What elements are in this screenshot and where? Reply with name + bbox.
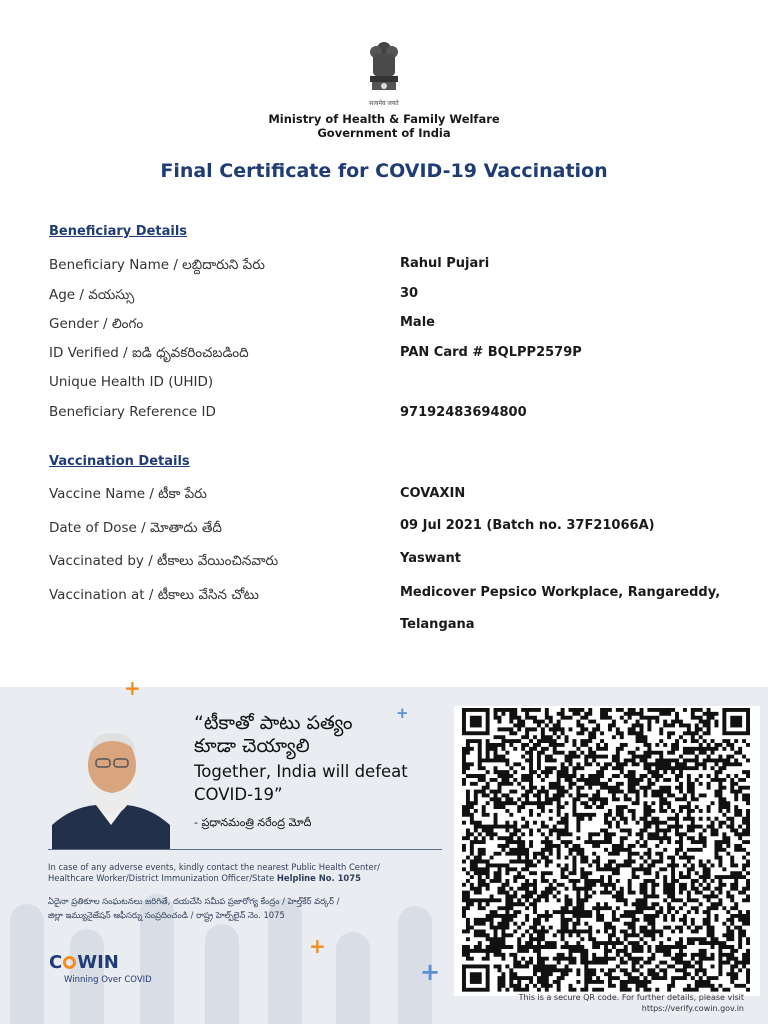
quote-english: [194, 760, 408, 806]
plus-icon: +: [309, 934, 326, 958]
quote-english-line: COVID-19”: [194, 785, 283, 804]
quote-telugu: [194, 712, 353, 758]
uhid-label: Unique Health ID (UHID): [49, 374, 214, 390]
vaccine-name-label: Vaccine Name / టీకా పేరు: [49, 486, 207, 502]
national-emblem-icon: [366, 40, 402, 106]
quote-attribution: - ప్రధానమంత్రి నరేంద్ర మోదీ: [194, 816, 312, 829]
vaccination-at-value: Medicover Pepsico Workplace, Rangareddy,: [400, 585, 721, 600]
helpline-line: జిల్లా ఇమ్యునైజేషన్ ఆఫీసర్ను సంప్రదించండి / రాష్ట్ర హెల్ప్‌లైన్ నెం. 1075: [48, 910, 285, 920]
certificate-title: Final Certificate for COVID-19 Vaccination: [160, 160, 608, 182]
ministry-name: Ministry of Health & Family Welfare: [268, 112, 500, 126]
date-of-dose-label: Date of Dose / మోతాదు తేదీ: [49, 520, 222, 536]
beneficiary-name-label: Beneficiary Name / లబ్దిదారుని పేరు: [49, 257, 265, 273]
crowd-silhouette: [10, 904, 44, 1024]
plus-icon: +: [124, 676, 141, 700]
id-verified-label: ID Verified / ఐడి ధృవకరించబడింది: [49, 345, 249, 361]
gender-value: Male: [400, 315, 435, 330]
vaccination-at-value-cont: Telangana: [400, 617, 475, 632]
vaccination-at-label: Vaccination at / టీకాలు వేసిన చోటు: [49, 587, 259, 603]
age-label: Age / వయస్సు: [49, 287, 135, 303]
plus-icon: +: [420, 958, 441, 986]
helpline-telugu: [48, 894, 448, 922]
vaccinated-by-label: Vaccinated by / టీకాలు వేయించినవారు: [49, 553, 279, 569]
date-of-dose-value: 09 Jul 2021 (Batch no. 37F21066A): [400, 518, 655, 533]
prime-minister-portrait: [52, 725, 170, 849]
quote-english-line: Together, India will defeat: [194, 762, 408, 781]
helpline-english: [48, 862, 448, 884]
helpline-line: ఏదైనా ప్రతికూల సంఘటనలు జరిగితే, దయచేసి సమీప ప్రజారోగ్య కేంద్రం / హెల్త్‌కేర్ వర్కర్ /: [48, 896, 340, 906]
age-value: 30: [400, 286, 419, 301]
helpline-line: In case of any adverse events, kindly contact the nearest Public Health Center/: [48, 862, 380, 872]
qr-card: [454, 706, 760, 996]
cowin-o-icon: [63, 956, 76, 969]
qr-verify-link[interactable]: https://verify.cowin.gov.in: [641, 1004, 744, 1013]
verification-qr-code: [454, 706, 760, 996]
cowin-tagline: Winning Over COVID: [64, 975, 152, 985]
cowin-logo-text: WIN: [77, 952, 119, 973]
helpline-number: Helpline No. 1075: [276, 873, 361, 883]
gender-label: Gender / లింగం: [49, 316, 144, 332]
qr-caption: [454, 992, 744, 1014]
vaccination-details-heading: Vaccination Details: [49, 454, 190, 469]
helpline-text: Healthcare Worker/District Immunization Officer/State: [48, 873, 277, 883]
id-verified-value: PAN Card # BQLPP2579P: [400, 345, 582, 360]
divider: [48, 849, 442, 850]
cowin-logo: [49, 952, 119, 973]
beneficiary-reference-label: Beneficiary Reference ID: [49, 404, 216, 420]
plus-icon: +: [396, 704, 409, 722]
quote-telugu-line: “టీకాతో పాటు పత్యం: [194, 712, 353, 734]
beneficiary-reference-value: 97192483694800: [400, 405, 527, 420]
beneficiary-name-value: Rahul Pujari: [400, 256, 490, 271]
vaccinated-by-value: Yaswant: [400, 551, 461, 566]
helpline-line: [48, 873, 448, 884]
crowd-silhouette: [205, 924, 239, 1024]
emblem-motto: सत्यमेव जयते: [369, 100, 399, 107]
crowd-silhouette: [336, 932, 370, 1024]
government-name: Government of India: [317, 126, 451, 140]
qr-caption-line: This is a secure QR code. For further details, please visit: [518, 993, 744, 1002]
cowin-logo-text: C: [49, 952, 63, 973]
quote-telugu-line: కూడా చెయ్యాలి: [194, 735, 310, 757]
vaccine-name-value: COVAXIN: [400, 486, 466, 501]
beneficiary-details-heading: Beneficiary Details: [49, 224, 188, 239]
